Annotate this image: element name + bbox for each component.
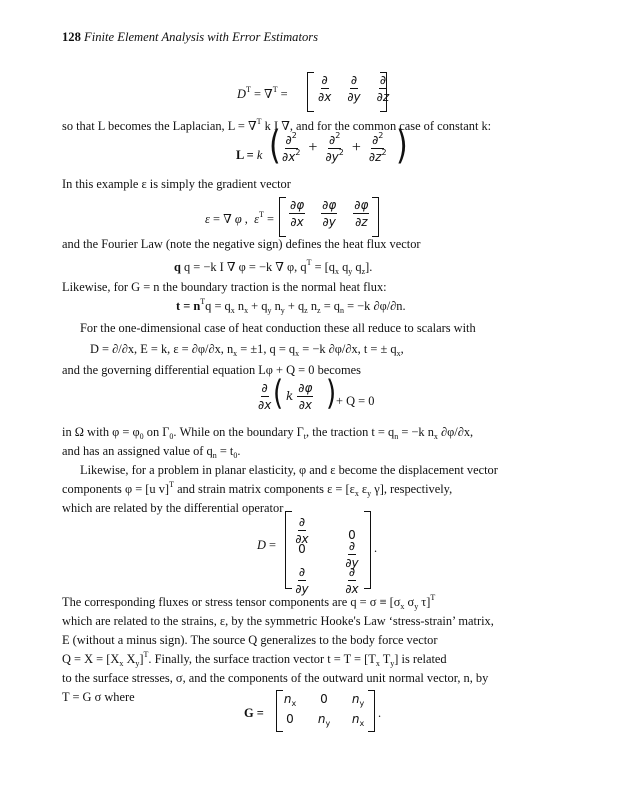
text-assigned: and has an assigned value of $q_n = t_0$. [62,444,241,460]
text-surface-stresses: to the surface stresses, σ, and the components of the outward unit normal vector, n, by [62,671,489,685]
paren-left: ( [273,374,284,414]
page-number: 128 [62,30,81,44]
equation-L: L = k [236,148,263,162]
matrix-cell: 0 [320,692,328,706]
running-header [62,30,318,45]
paren-left: ( [269,123,281,170]
text-hooke: which are related to the strains, ε, by the symmetric Hooke's Law ‘stress-strain’ matrix, [62,614,494,628]
text-boundary: in Ω with $\varphi = \varphi_0$ on $\Gamma_0$. While on the boundary $\Gamma_t$, the traction $t = q_n = -k$ $n_x$ ∂φ/∂x, [62,425,474,441]
bracket-right [372,197,379,237]
text-laplacian: so that L becomes the Laplacian, L = ∇$^T$ k I ∇, and for the common case of constant k: [62,117,492,133]
matrix-cell: $\frac{\partial}{\partial y}$ [345,539,359,570]
text-body-force: $Q = X = [X_x$ $X_y]^T$. Finally, the surface traction vector $t = T = [T_x$ $T_y$] is related [62,650,447,668]
bracket-left [279,197,286,237]
equation-epsilon: ε = ∇ φ , $\varepsilon^T$ = [205,210,274,226]
text-fluxes: The corresponding fluxes or stress tensor components are $q = \sigma \equiv [\sigma_x$ $\sigma_y$ τ]$^T$ [62,593,436,611]
text-differential-operator: which are related by the differential operator [62,501,284,515]
grad-row: $\frac{\partial}{\partial x}$ $\frac{\partial}{\partial y}$ $\frac{\partial}{\partial z}$ [318,73,390,104]
matrix-period: . [378,706,382,720]
paren-right: ) [396,123,408,170]
text-governing: and the governing differential equation Lφ + Q = 0 becomes [62,363,361,377]
governing-tail: + Q = 0 [336,394,375,408]
matrix-cell: 0 [298,542,306,556]
matrix-D-label: D = [257,538,277,552]
bracket-right [364,511,371,589]
matrix-G-label: G = [244,706,264,720]
equation-heat-flux: q q = −k I ∇ φ = −k ∇ φ, $q^T = [q_x$ $q_y$ $q_z$]. [174,258,373,276]
laplacian-terms: $\frac{\partial^2}{\partial x^2}$ + $\frac{\partial^2}{\partial y^2}$ + $\frac{\partial^2}{\partial z^2}$ [282,131,387,164]
matrix-cell: $\frac{\partial}{\partial y}$ [295,565,309,596]
matrix-cell: $n_x$ [351,712,365,728]
governing-equation: $\frac{\partial}{\partial x}$ [258,381,272,412]
text-gradient: In this example ε is simply the gradient vector [62,177,291,191]
matrix-cell: $n_y$ [317,712,331,728]
equation-scalars: D = ∂/∂x, E = k, ε = ∂φ/∂x, $n_x = \pm 1$, $q = q_x = -k$ ∂φ/∂x, t = ± $q_x$, [90,342,404,358]
bracket-left [307,72,314,112]
matrix-cell: $\frac{\partial}{\partial x}$ [295,515,309,546]
equation-dt: $D^T = \nabla^T$ = [237,85,288,101]
bracket-right [380,72,387,112]
matrix-cell: $\frac{\partial}{\partial x}$ [345,565,359,596]
matrix-cell: $n_x$ [283,692,297,708]
text-one-dimensional: For the one-dimensional case of heat conduction these all reduce to scalars with [80,321,476,335]
text-fourier: and the Fourier Law (note the negative sign) defines the heat flux vector [62,237,421,251]
text-likewise-normal: Likewise, for G = n the boundary traction is the normal heat flux: [62,280,387,294]
text-T-G: T = G σ where [62,690,135,704]
text-components: components φ = [u v]$^T$ and strain matrix components $\varepsilon = [\varepsilon_x$ $\varepsilon_y$ γ], respectively, [62,480,453,498]
matrix-cell: $n_y$ [351,692,365,708]
paren-right: ) [326,374,337,414]
matrix-cell: 0 [286,712,294,726]
equation-traction: $t = n^Tq = q_x$ $n_x + q_y$ $n_y + q_z$ $n_z = q_n = -k$ ∂φ/∂n. [176,297,406,315]
matrix-period: . [374,541,378,555]
book-title: Finite Element Analysis with Error Estimators [84,30,319,44]
text-source: E (without a minus sign). The source Q generalizes to the body force vector [62,633,438,647]
grad-phi-row: $\frac{\partial\varphi}{\partial x}$ $\frac{\partial\varphi}{\partial y}$ $\frac{\partial\varphi}{\partial z}$ [290,198,369,229]
text-planar-elasticity: Likewise, for a problem in planar elasticity, φ and ε become the displacement vector [80,463,498,477]
matrix-cell: 0 [348,528,356,542]
governing-inner: k $\frac{\partial\varphi}{\partial x}$ [286,381,313,412]
bracket-right [368,690,375,732]
